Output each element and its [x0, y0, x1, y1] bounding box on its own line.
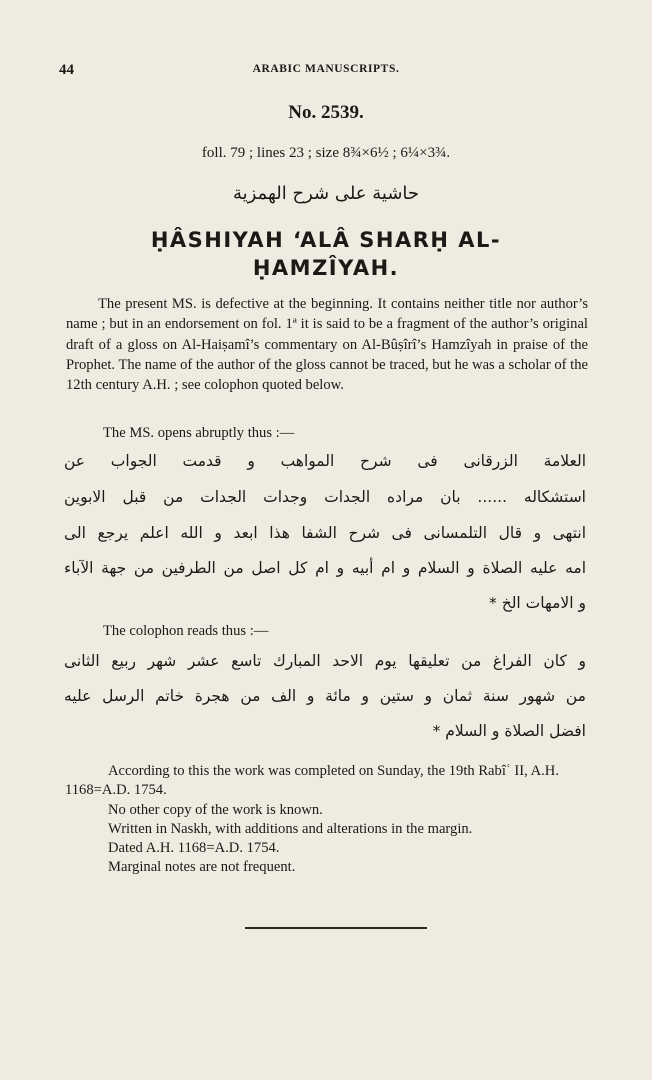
- notes-block: [65, 762, 588, 878]
- running-title: ARABIC MANUSCRIPTS.: [252, 63, 400, 75]
- description-paragraph: The present MS. is defective at the beginning. It contains neither title nor author’s name ; but in an endorsement on fol. 1ª it is said to be a fragment of the author’s original draft of a gloss on Al-Haiṣamî’s commentary on Al-Bûṣîrî’s Hamzîyah in praise of the Prophet. The name of the author of the gloss cannot be traced, but he was a scholar of the 12th century A.H. ; see colophon quoted below.: [66, 296, 588, 394]
- opening-line-5: و الامهات الخ *: [489, 594, 586, 612]
- colophon-line-1: و كان الفراغ من تعليقها يوم الاحد المبارك تاسع عشر شهر ربيع الثانى: [64, 652, 586, 670]
- opening-label: The MS. opens abruptly thus :—: [103, 425, 295, 441]
- title-line-2: ḤAMZÎYAH.: [252, 256, 400, 280]
- colophon-line-2: من شهور سنة ثمان و ستين و مائة و الف من هجرة خاتم الرسل عليه: [64, 687, 586, 705]
- manuscript-details: foll. 79 ; lines 23 ; size 8¾×6½ ; 6¼×3¾.: [201, 145, 451, 161]
- arabic-title: حاشية على شرح الهمزية: [232, 183, 420, 204]
- entry-number: No. 2539.: [288, 102, 364, 123]
- opening-line-1: العلامة الزرقانى فى شرح المواهب و قدمت الجواب عن: [64, 452, 586, 470]
- marginal-notes-note: Marginal notes are not frequent.: [108, 859, 296, 876]
- transliterated-title: [100, 226, 552, 282]
- no-other-copy-note: No other copy of the work is known.: [108, 801, 323, 818]
- colophon-label: The colophon reads thus :—: [103, 623, 269, 639]
- date-note: Dated A.H. 1168=A.D. 1754.: [108, 840, 280, 857]
- opening-line-2: استشكاله ...... بان مراده الجدات وجدات الجدات من قبل الابوين: [64, 488, 586, 506]
- page-number: 44: [59, 62, 74, 78]
- script-note: Written in Naskh, with additions and alterations in the margin.: [108, 820, 473, 837]
- title-line-1: ḤÂSHIYAH ‘ALÂ SHARḤ AL-: [150, 228, 502, 252]
- opening-line-3: انتهى و قال التلمسانى فى شرح الشفا هذا ابعد و الله اعلم يرجع الى: [64, 524, 586, 542]
- opening-line-4: امه عليه الصلاة و السلام و ام أبيه و ام كل اصل من الطرفين من جهة الآباء: [64, 559, 586, 577]
- section-divider: [245, 927, 427, 929]
- completion-note: According to this the work was completed on Sunday, the 19th Rabîʿ II, A.H. 1168=A.D. 1754.: [65, 763, 559, 799]
- colophon-line-3: افضل الصلاة و السلام *: [432, 722, 586, 740]
